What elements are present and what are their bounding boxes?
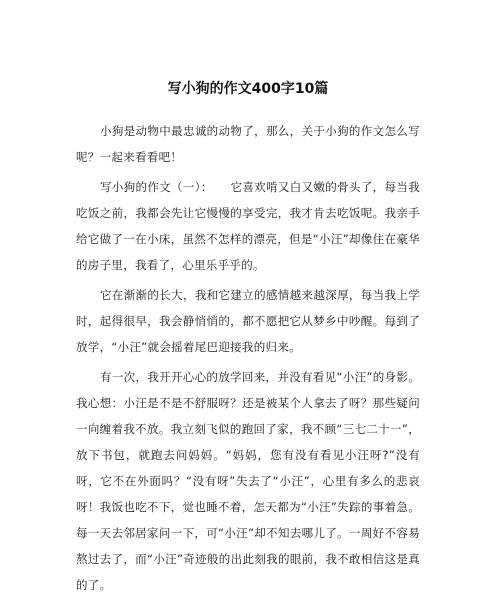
paragraph-essay-one: 写小狗的作文（一）： 它喜欢啃又白又嫩的骨头了，每当我吃饭之前，我都会先让它慢慢的享受完，我才肯去吃饭呢。我亲手给它做了一在小床，虽然不怎样的漂亮，但是“小汪”却像住在豪华的房子里，我看了，心里乐乎乎的。 xyxy=(76,180,420,272)
paragraph-missing-dog: 有一次，我开开心心的放学回来，并没有看见“小汪”的身影。我心想：小汪是不是不舒服呀？还是被某个人拿去了呀？那些疑问一向缠着我不放。我立刻飞似的跑回了家，我不顾“三七二十一”，放下书包，就跑去问妈妈。“妈妈，您有没有看见小汪呀?”没有呀，它不在外面吗？“没有呀”失去了“小汪”，心里有多么的悲哀呀！我饭也吃不下，觉也睡不着，怎天都为“小汪”失踪的事着急。每一天去邻居家问一下，可“小汪”却不知去哪儿了。一周好不容易熬过去了，而“小汪”奇迹般的出此刻我的眼前，我不敢相信这是真的了。 xyxy=(76,370,420,592)
paragraph-growing-up: 它在渐渐的长大，我和它建立的感情越来越深厚，每当我上学时，起得很早，我会静悄悄的，都不愿把它从梦乡中吵醒。每到了放学，“小汪”就会摇着尾巴迎接我的归来。 xyxy=(76,288,420,354)
document-body xyxy=(76,118,420,598)
document-title: 写小狗的作文400字10篇 xyxy=(167,81,329,97)
paragraph-intro: 小狗是动物中最忠诚的动物了，那么，关于小狗的作文怎么写呢？一起来看看吧！ xyxy=(76,124,420,164)
